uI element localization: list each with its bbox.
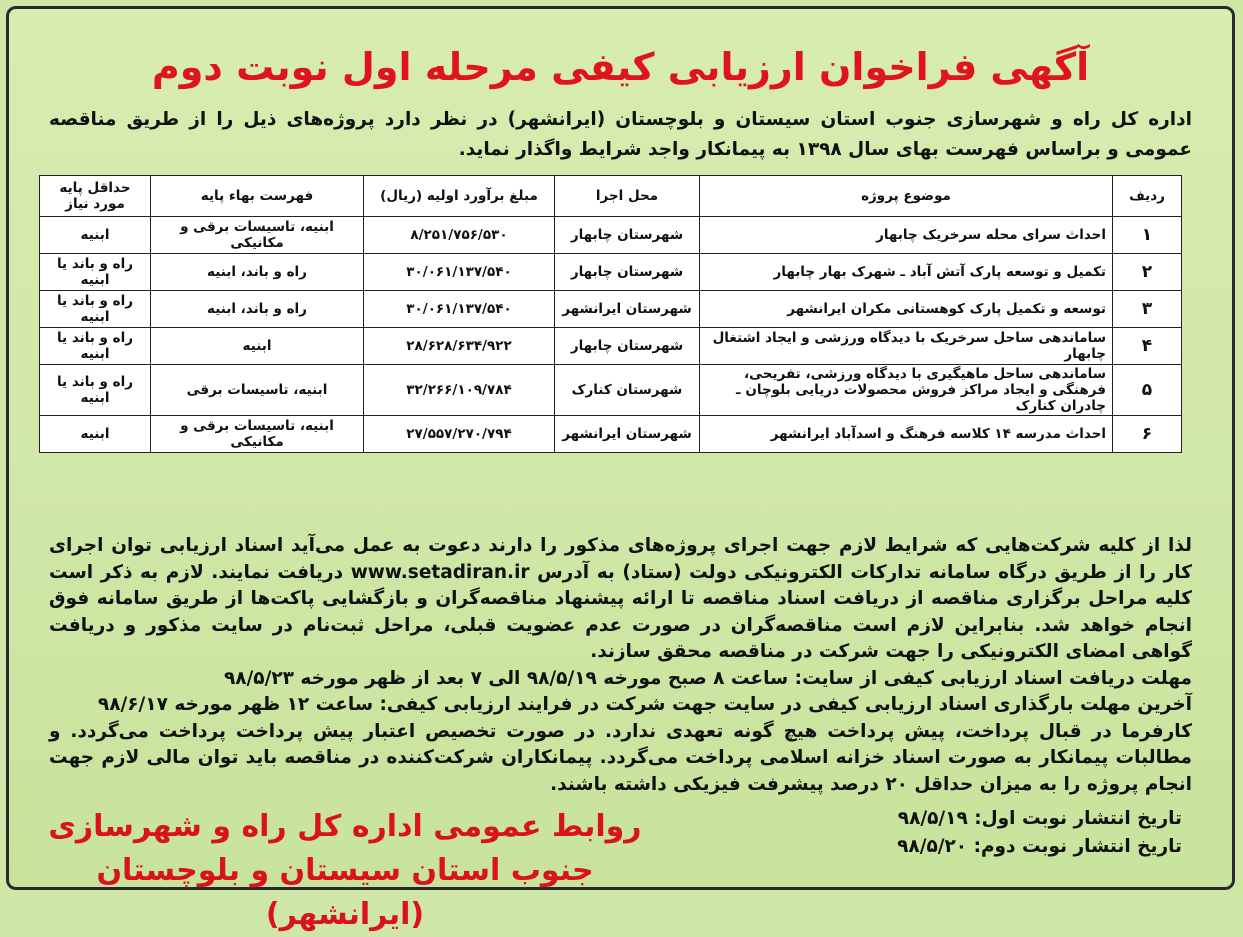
projects-table: [39, 175, 1182, 453]
second-publication-label: تاریخ انتشار نوبت دوم:: [973, 836, 1182, 857]
project-price-list: راه و باند، ابنیه: [151, 254, 364, 291]
header-subject: موضوع پروژه: [700, 176, 1113, 217]
table-row: [40, 217, 1182, 254]
header-price-list: فهرست بهاء پایه: [151, 176, 364, 217]
project-min-grade: ابنیه: [40, 416, 151, 453]
project-price-list: راه و باند، ابنیه: [151, 291, 364, 328]
intro-paragraph: اداره کل راه و شهرسازی جنوب استان سیستان و بلوچستان (ایرانشهر) در نظر دارد پروژه‌های ذیل را از طریق مناقصه عمومی و براساس فهرست بهای سال ۱۳۹۸ به پیمانکار واجد شرایط واگذار نماید.: [49, 109, 1192, 160]
invitation-text-end: دریافت نمایند. لازم به ذکر است کلیه مراحل برگزاری مناقصه از دریافت اسناد مناقصه تا ارائه پیشنهاد مناقصه‌گران و بازگشایی پاکت‌ها از طریق سامانه فوق انجام خواهد شد. بنابراین لازم است مناقصه‌گران در صورت عدم عضویت قبلی، مراحل ثبت‌نام در سایت مذکور و دریافت گواهی امضای الکترونیکی را جهت شرکت در مناقصه محقق سازند.: [49, 561, 1192, 662]
table-row: [40, 254, 1182, 291]
table-header-row: [40, 176, 1182, 217]
project-location: شهرستان چابهار: [555, 328, 700, 365]
header-row-number: ردیف: [1113, 176, 1182, 217]
table-row: [40, 365, 1182, 416]
project-min-grade: راه و باند یا ابنیه: [40, 328, 151, 365]
project-subject: ساماندهی ساحل سرخریک با دیدگاه ورزشی و ایجاد اشتغال چابهار: [700, 328, 1113, 365]
project-subject: توسعه و تکمیل پارک کوهستانی مکران ایرانشهر: [700, 291, 1113, 328]
project-amount: ۲۷/۵۵۷/۲۷۰/۷۹۴: [364, 416, 555, 453]
notice-body: [49, 533, 1192, 798]
project-min-grade: راه و باند یا ابنیه: [40, 291, 151, 328]
project-min-grade: راه و باند یا ابنیه: [40, 254, 151, 291]
second-publication-date: ۹۸/۵/۲۰: [897, 836, 968, 857]
project-amount: ۳۲/۲۶۶/۱۰۹/۷۸۴: [364, 365, 555, 416]
project-amount: ۲۸/۶۲۸/۶۳۴/۹۲۲: [364, 328, 555, 365]
setad-url-link[interactable]: www.setadiran.ir: [350, 561, 530, 583]
publication-dates: [897, 805, 1182, 861]
invitation-text-start: لذا از کلیه شرکت‌هایی که شرایط لازم جهت اجرای پروژه‌های مذکور را دارند دعوت به عمل می‌آید اسناد ارزیابی توان اجرای کار را از طریق درگاه سامانه تدارکات الکترونیکی دولت (ستاد) به آدرس: [49, 535, 1193, 583]
signature-line-1: روابط عمومی اداره کل راه و شهرسازی: [48, 809, 642, 844]
notice-title: آگهی فراخوان ارزیابی کیفی مرحله اول نوبت دوم: [151, 45, 1090, 89]
table-row: [40, 291, 1182, 328]
row-number: ۳: [1113, 291, 1182, 328]
row-number: ۶: [1113, 416, 1182, 453]
project-price-list: ابنیه، تاسیسات برقی و مکانیکی: [151, 416, 364, 453]
project-subject: ساماندهی ساحل ماهیگیری با دیدگاه ورزشی، تفریحی، فرهنگی و ایجاد مراکز فروش محصولات دریایی بلوچان ـ چادران کنارک: [700, 365, 1113, 416]
project-location: شهرستان کنارک: [555, 365, 700, 416]
row-number: ۵: [1113, 365, 1182, 416]
header-location: محل اجرا: [555, 176, 700, 217]
signature-line-2: جنوب استان سیستان و بلوچستان (ایرانشهر): [96, 853, 594, 932]
project-amount: ۳۰/۰۶۱/۱۳۷/۵۴۰: [364, 291, 555, 328]
project-subject: تکمیل و توسعه پارک آتش آباد ـ شهرک بهار چابهار: [700, 254, 1113, 291]
project-location: شهرستان ایرانشهر: [555, 291, 700, 328]
project-min-grade: راه و باند یا ابنیه: [40, 365, 151, 416]
first-publication-label: تاریخ انتشار نوبت اول:: [974, 808, 1182, 829]
project-location: شهرستان چابهار: [555, 217, 700, 254]
row-number: ۴: [1113, 328, 1182, 365]
project-location: شهرستان چابهار: [555, 254, 700, 291]
project-price-list: ابنیه، تاسیسات برقی: [151, 365, 364, 416]
row-number: ۱: [1113, 217, 1182, 254]
project-price-list: ابنیه، تاسیسات برقی و مکانیکی: [151, 217, 364, 254]
second-publication: [897, 833, 1182, 861]
row-number: ۲: [1113, 254, 1182, 291]
project-amount: ۸/۲۵۱/۷۵۶/۵۳۰: [364, 217, 555, 254]
invitation-paragraph: [49, 533, 1192, 666]
project-min-grade: ابنیه: [40, 217, 151, 254]
first-publication: [897, 805, 1182, 833]
document-deadline: مهلت دریافت اسناد ارزیابی کیفی از سایت: ساعت ۸ صبح مورخه ۹۸/۵/۱۹ الی ۷ بعد از ظهر مورخه ۹۸/۵/۲۳: [223, 667, 1192, 689]
payment-terms: کارفرما در قبال پرداخت، پیش پرداخت هیچ گونه تعهدی ندارد. در صورت تخصیص اعتبار پیش پرداخت پرداخت می‌گردد. و مطالبات پیمانکار به صورت اسناد خزانه اسلامی پرداخت می‌گردد. پیمانکاران شرکت‌کننده در مناقصه باید توان مالی لازم جهت انجام پروژه را به میزان حداقل ۲۰ درصد پیشرفت فیزیکی داشته باشند.: [49, 720, 1192, 795]
table-row: [40, 416, 1182, 453]
upload-deadline: آخرین مهلت بارگذاری اسناد ارزیابی کیفی در سایت جهت شرکت در فرایند ارزیابی کیفی: ساعت ۱۲ ظهر مورخه ۹۸/۶/۱۷: [97, 694, 1192, 715]
header-amount: مبلغ برآورد اولیه (ریال): [364, 176, 555, 217]
table-row: [40, 328, 1182, 365]
first-publication-date: ۹۸/۵/۱۹: [897, 808, 968, 829]
project-subject: احداث سرای محله سرخریک چابهار: [700, 217, 1113, 254]
notice-page: [6, 6, 1235, 932]
project-location: شهرستان ایرانشهر: [555, 416, 700, 453]
project-subject: احداث مدرسه ۱۴ کلاسه فرهنگ و اسدآباد ایرانشهر: [700, 416, 1113, 453]
project-amount: ۳۰/۰۶۱/۱۳۷/۵۴۰: [364, 254, 555, 291]
project-price-list: ابنیه: [151, 328, 364, 365]
header-min-grade: حداقل پایه مورد نیاز: [40, 176, 151, 217]
public-relations-signature: [45, 805, 645, 937]
